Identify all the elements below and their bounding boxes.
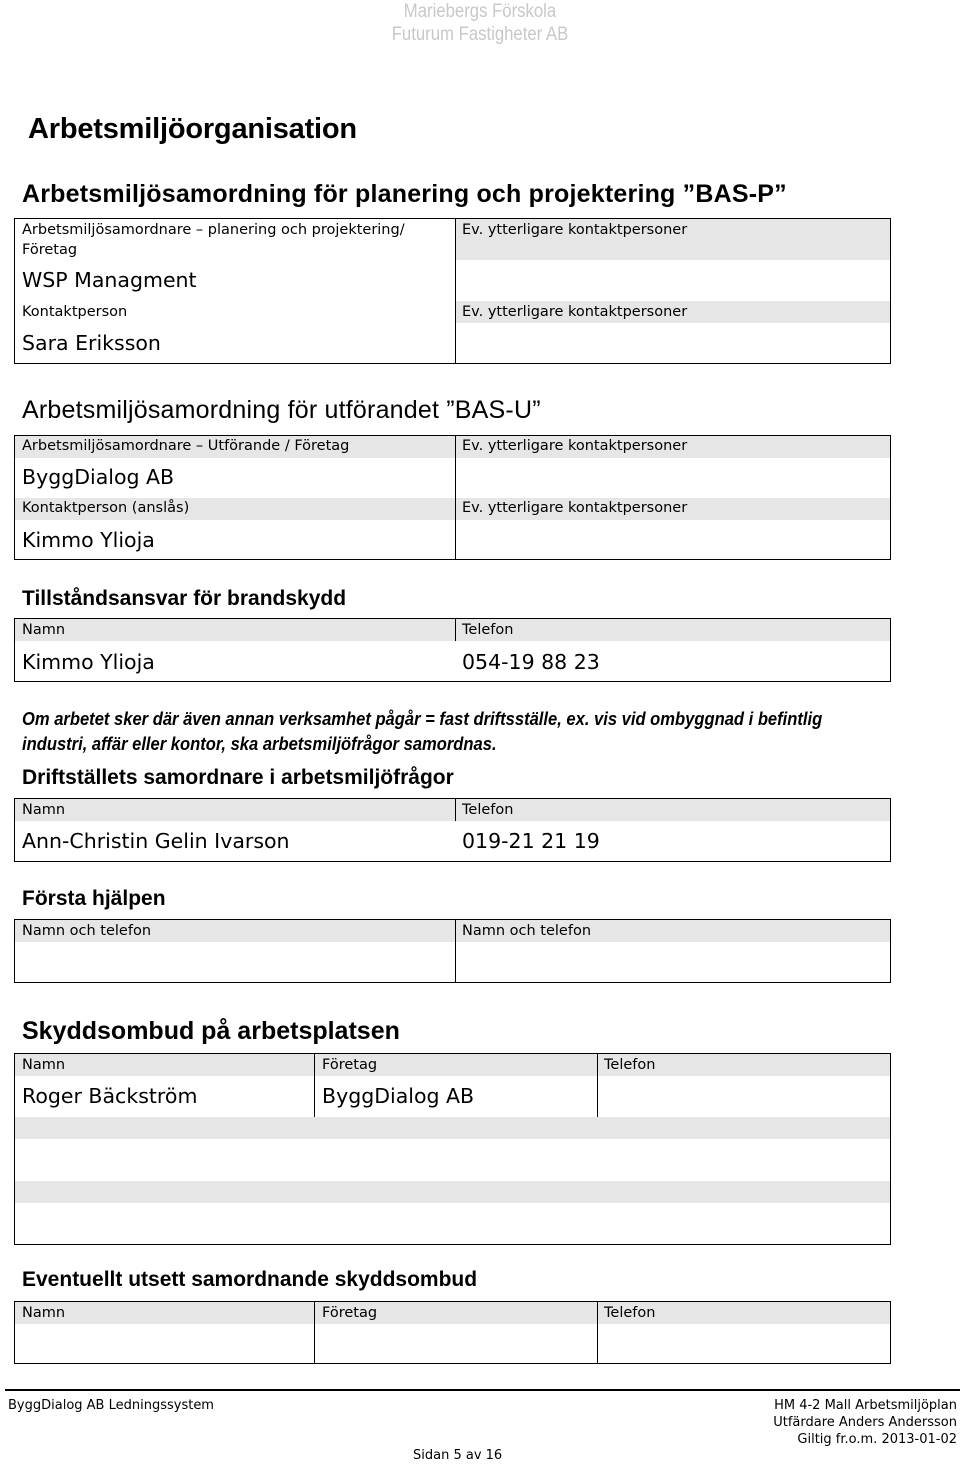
brandskydd-name-value: Kimmo Ylioja: [22, 650, 155, 674]
footer-issuer: Utfärdare Anders Andersson: [773, 1415, 957, 1430]
bas-u-contact-label: Kontaktperson (anslås): [22, 500, 190, 516]
brandskydd-phone-value: 054-19 88 23: [462, 650, 600, 674]
skyddsombud-name-value: Roger Bäckström: [22, 1084, 198, 1108]
skyddsombud-company-label: Företag: [322, 1057, 378, 1073]
header-line-2: Futurum Fastigheter AB: [391, 24, 569, 45]
footer-left: ByggDialog AB Ledningssystem: [8, 1398, 214, 1413]
footer-page-number: Sidan 5 av 16: [413, 1448, 503, 1463]
header-line-1: Mariebergs Förskola: [403, 1, 557, 22]
samordnande-name-label: Namn: [22, 1305, 66, 1321]
samordnande-company-label: Företag: [322, 1305, 378, 1321]
forsta-hjalpen-label-2: Namn och telefon: [462, 923, 592, 939]
samordnande-phone-label: Telefon: [604, 1305, 656, 1321]
driftstalle-heading: Driftställets samordnare i arbetsmiljöfrågor: [22, 766, 454, 789]
footer-document-id: HM 4-2 Mall Arbetsmiljöplan: [774, 1398, 957, 1413]
brandskydd-heading: Tillståndsansvar för brandskydd: [22, 587, 347, 610]
skyddsombud-phone-label: Telefon: [604, 1057, 656, 1073]
driftstalle-phone-value: 019-21 21 19: [462, 829, 600, 853]
driftstalle-phone-label: Telefon: [462, 802, 514, 818]
samordnande-skyddsombud-heading: Eventuellt utsett samordnande skyddsombud: [22, 1268, 478, 1291]
bas-u-heading: Arbetsmiljösamordning för utförandet ”BAS-U”: [22, 396, 541, 424]
driftstalle-name-value: Ann-Christin Gelin Ivarson: [22, 829, 290, 853]
bas-p-extra-label-1: Ev. ytterligare kontaktpersoner: [462, 222, 688, 238]
bas-p-extra-label-2: Ev. ytterligare kontaktpersoner: [462, 304, 688, 320]
forsta-hjalpen-label-1: Namn och telefon: [22, 923, 152, 939]
brandskydd-phone-label: Telefon: [462, 622, 514, 638]
bas-p-contact-label: Kontaktperson: [22, 304, 128, 320]
bas-u-contact-value: Kimmo Ylioja: [22, 528, 155, 552]
skyddsombud-table: [14, 1053, 891, 1245]
bas-p-company-label: Arbetsmiljösamordnare – planering och projektering/ Företag: [22, 222, 405, 258]
bas-u-company-value: ByggDialog AB: [22, 465, 175, 489]
footer-rule: [5, 1389, 960, 1391]
samordning-note: Om arbetet sker där även annan verksamhet pågår = fast driftsställe, ex. vis vid ombyggnad i befintlig industri, affär eller kontor, ska arbetsmiljöfrågor samordnas.: [22, 709, 823, 754]
skyddsombud-name-label: Namn: [22, 1057, 66, 1073]
brandskydd-name-label: Namn: [22, 622, 66, 638]
page-title: Arbetsmiljöorganisation: [28, 113, 357, 145]
forsta-hjalpen-heading: Första hjälpen: [22, 887, 166, 910]
bas-p-company-value: WSP Managment: [22, 268, 197, 292]
skyddsombud-company-value: ByggDialog AB: [322, 1084, 475, 1108]
bas-p-heading: Arbetsmiljösamordning för planering och projektering ”BAS-P”: [22, 180, 787, 208]
driftstalle-name-label: Namn: [22, 802, 66, 818]
bas-u-extra-label-2: Ev. ytterligare kontaktpersoner: [462, 500, 688, 516]
bas-p-contact-value: Sara Eriksson: [22, 331, 161, 355]
bas-u-company-label: Arbetsmiljösamordnare – Utförande / Företag: [22, 438, 350, 454]
skyddsombud-heading: Skyddsombud på arbetsplatsen: [22, 1017, 400, 1045]
footer-valid-from: Giltig fr.o.m. 2013-01-02: [797, 1432, 957, 1447]
bas-u-extra-label-1: Ev. ytterligare kontaktpersoner: [462, 438, 688, 454]
